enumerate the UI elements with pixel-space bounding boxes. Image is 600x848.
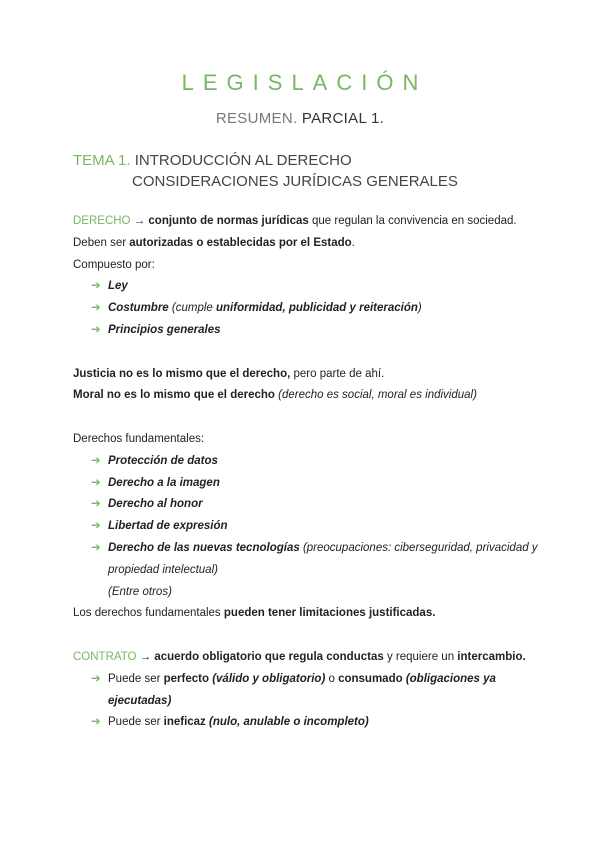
spacer — [73, 407, 543, 429]
topic-line-2: CONSIDERACIONES JURÍDICAS GENERALES — [132, 173, 458, 190]
spacer — [73, 342, 543, 364]
arrow-right-icon: ➔ — [91, 476, 101, 489]
arrow-right-icon: ➔ — [91, 541, 101, 554]
subtitle-summary: RESUMEN. — [215, 110, 302, 127]
item-rest: (preocupaciones: ciberseguridad, privacidad y propiedad intelectual) — [108, 541, 538, 576]
item-bold: Libertad de expresión — [108, 520, 228, 533]
moral-line — [73, 385, 543, 407]
arrow-right-icon: ➔ — [91, 323, 101, 336]
contrato-term: CONTRATO — [73, 650, 137, 663]
justicia-rest: pero parte de ahí. — [290, 367, 385, 380]
fundamental-rights-label: Derechos fundamentales: — [73, 432, 205, 445]
topic-heading — [73, 150, 458, 192]
closing-bold: pueden tener limitaciones justificadas. — [223, 607, 436, 620]
spacer — [73, 625, 543, 647]
justicia-line — [73, 364, 543, 386]
list-item — [91, 538, 543, 582]
fundamental-rights-list — [73, 451, 543, 582]
item-bold: Derecho de las nuevas tecnologías — [108, 541, 300, 554]
arrow-right-icon: ➔ — [91, 716, 101, 729]
item-mid: o — [325, 672, 339, 685]
document-title: LEGISLACIÓN — [181, 70, 428, 95]
item-italic: (nulo, anulable o incompleto) — [205, 716, 369, 729]
item-bold-2: consumado — [338, 672, 403, 685]
list-item — [91, 451, 543, 473]
composed-label: Compuesto por: — [73, 258, 155, 271]
arrow-right-icon: ➔ — [91, 498, 101, 511]
topic-line-1: INTRODUCCIÓN AL DERECHO — [130, 152, 352, 169]
item-paren-post: ) — [417, 302, 422, 315]
derecho-line2-bold: autorizadas o establecidas por el Estado — [129, 236, 352, 249]
derecho-def-bold: conjunto de normas jurídicas — [148, 215, 309, 227]
others-note — [73, 582, 543, 604]
contrato-def-mid: y requiere un — [383, 650, 458, 663]
derecho-arrow: → — [130, 215, 149, 227]
item-bold: Ley — [108, 280, 128, 293]
arrow-right-icon: ➔ — [91, 302, 101, 315]
derecho-line2-post: . — [351, 236, 355, 249]
item-pre: Puede ser — [108, 716, 164, 729]
contrato-types-list — [73, 669, 543, 734]
item-paren-bold: uniformidad, publicidad y reiteración — [216, 302, 418, 315]
contrato-arrow: → — [136, 650, 155, 663]
item-italic: (válido y obligatorio) — [209, 672, 326, 685]
contrato-definition — [73, 647, 543, 669]
derecho-authorization — [73, 233, 543, 255]
document-body — [73, 211, 543, 734]
moral-rest: (derecho es social, moral es individual) — [274, 389, 477, 402]
list-item — [91, 298, 543, 320]
fundamental-closing — [73, 603, 543, 625]
item-bold: ineficaz — [163, 716, 206, 729]
arrow-right-icon: ➔ — [91, 454, 101, 467]
item-pre: Puede ser — [108, 672, 164, 685]
list-item — [91, 320, 543, 342]
list-item — [91, 712, 543, 734]
derecho-def-rest: que regulan la convivencia en sociedad. — [308, 215, 517, 227]
contrato-def-bold: acuerdo obligatorio que regula conductas — [154, 650, 384, 663]
list-item — [91, 516, 543, 538]
closing-pre: Los derechos fundamentales — [73, 607, 224, 620]
item-bold: Costumbre — [108, 302, 169, 315]
arrow-right-icon: ➔ — [91, 672, 101, 685]
arrow-right-icon: ➔ — [91, 280, 101, 293]
list-item — [91, 473, 543, 495]
item-bold: Derecho al honor — [108, 498, 203, 511]
document-subtitle — [0, 110, 600, 127]
list-item — [91, 494, 543, 516]
derecho-term: DERECHO — [73, 215, 131, 227]
others-text: (Entre otros) — [108, 585, 172, 598]
moral-bold: Moral no es lo mismo que el derecho — [73, 389, 275, 402]
subtitle-partial: PARCIAL 1. — [301, 110, 385, 127]
derecho-definition — [73, 211, 543, 233]
item-paren-pre: (cumple — [168, 302, 216, 315]
item-bold: perfecto — [163, 672, 209, 685]
item-italic-2: (obligaciones ya ejecutadas) — [108, 672, 496, 707]
item-bold: Protección de datos — [108, 454, 218, 467]
contrato-def-bold2: intercambio. — [457, 650, 526, 663]
derecho-components-list — [73, 276, 543, 341]
justicia-bold: Justicia no es lo mismo que el derecho, — [73, 367, 291, 380]
list-item — [91, 669, 543, 713]
item-bold: Principios generales — [108, 323, 221, 336]
topic-number: TEMA 1. — [73, 152, 131, 169]
derecho-line2-pre: Deben ser — [73, 236, 130, 249]
item-bold: Derecho a la imagen — [108, 476, 220, 489]
list-item — [91, 276, 543, 298]
arrow-right-icon: ➔ — [91, 520, 101, 533]
